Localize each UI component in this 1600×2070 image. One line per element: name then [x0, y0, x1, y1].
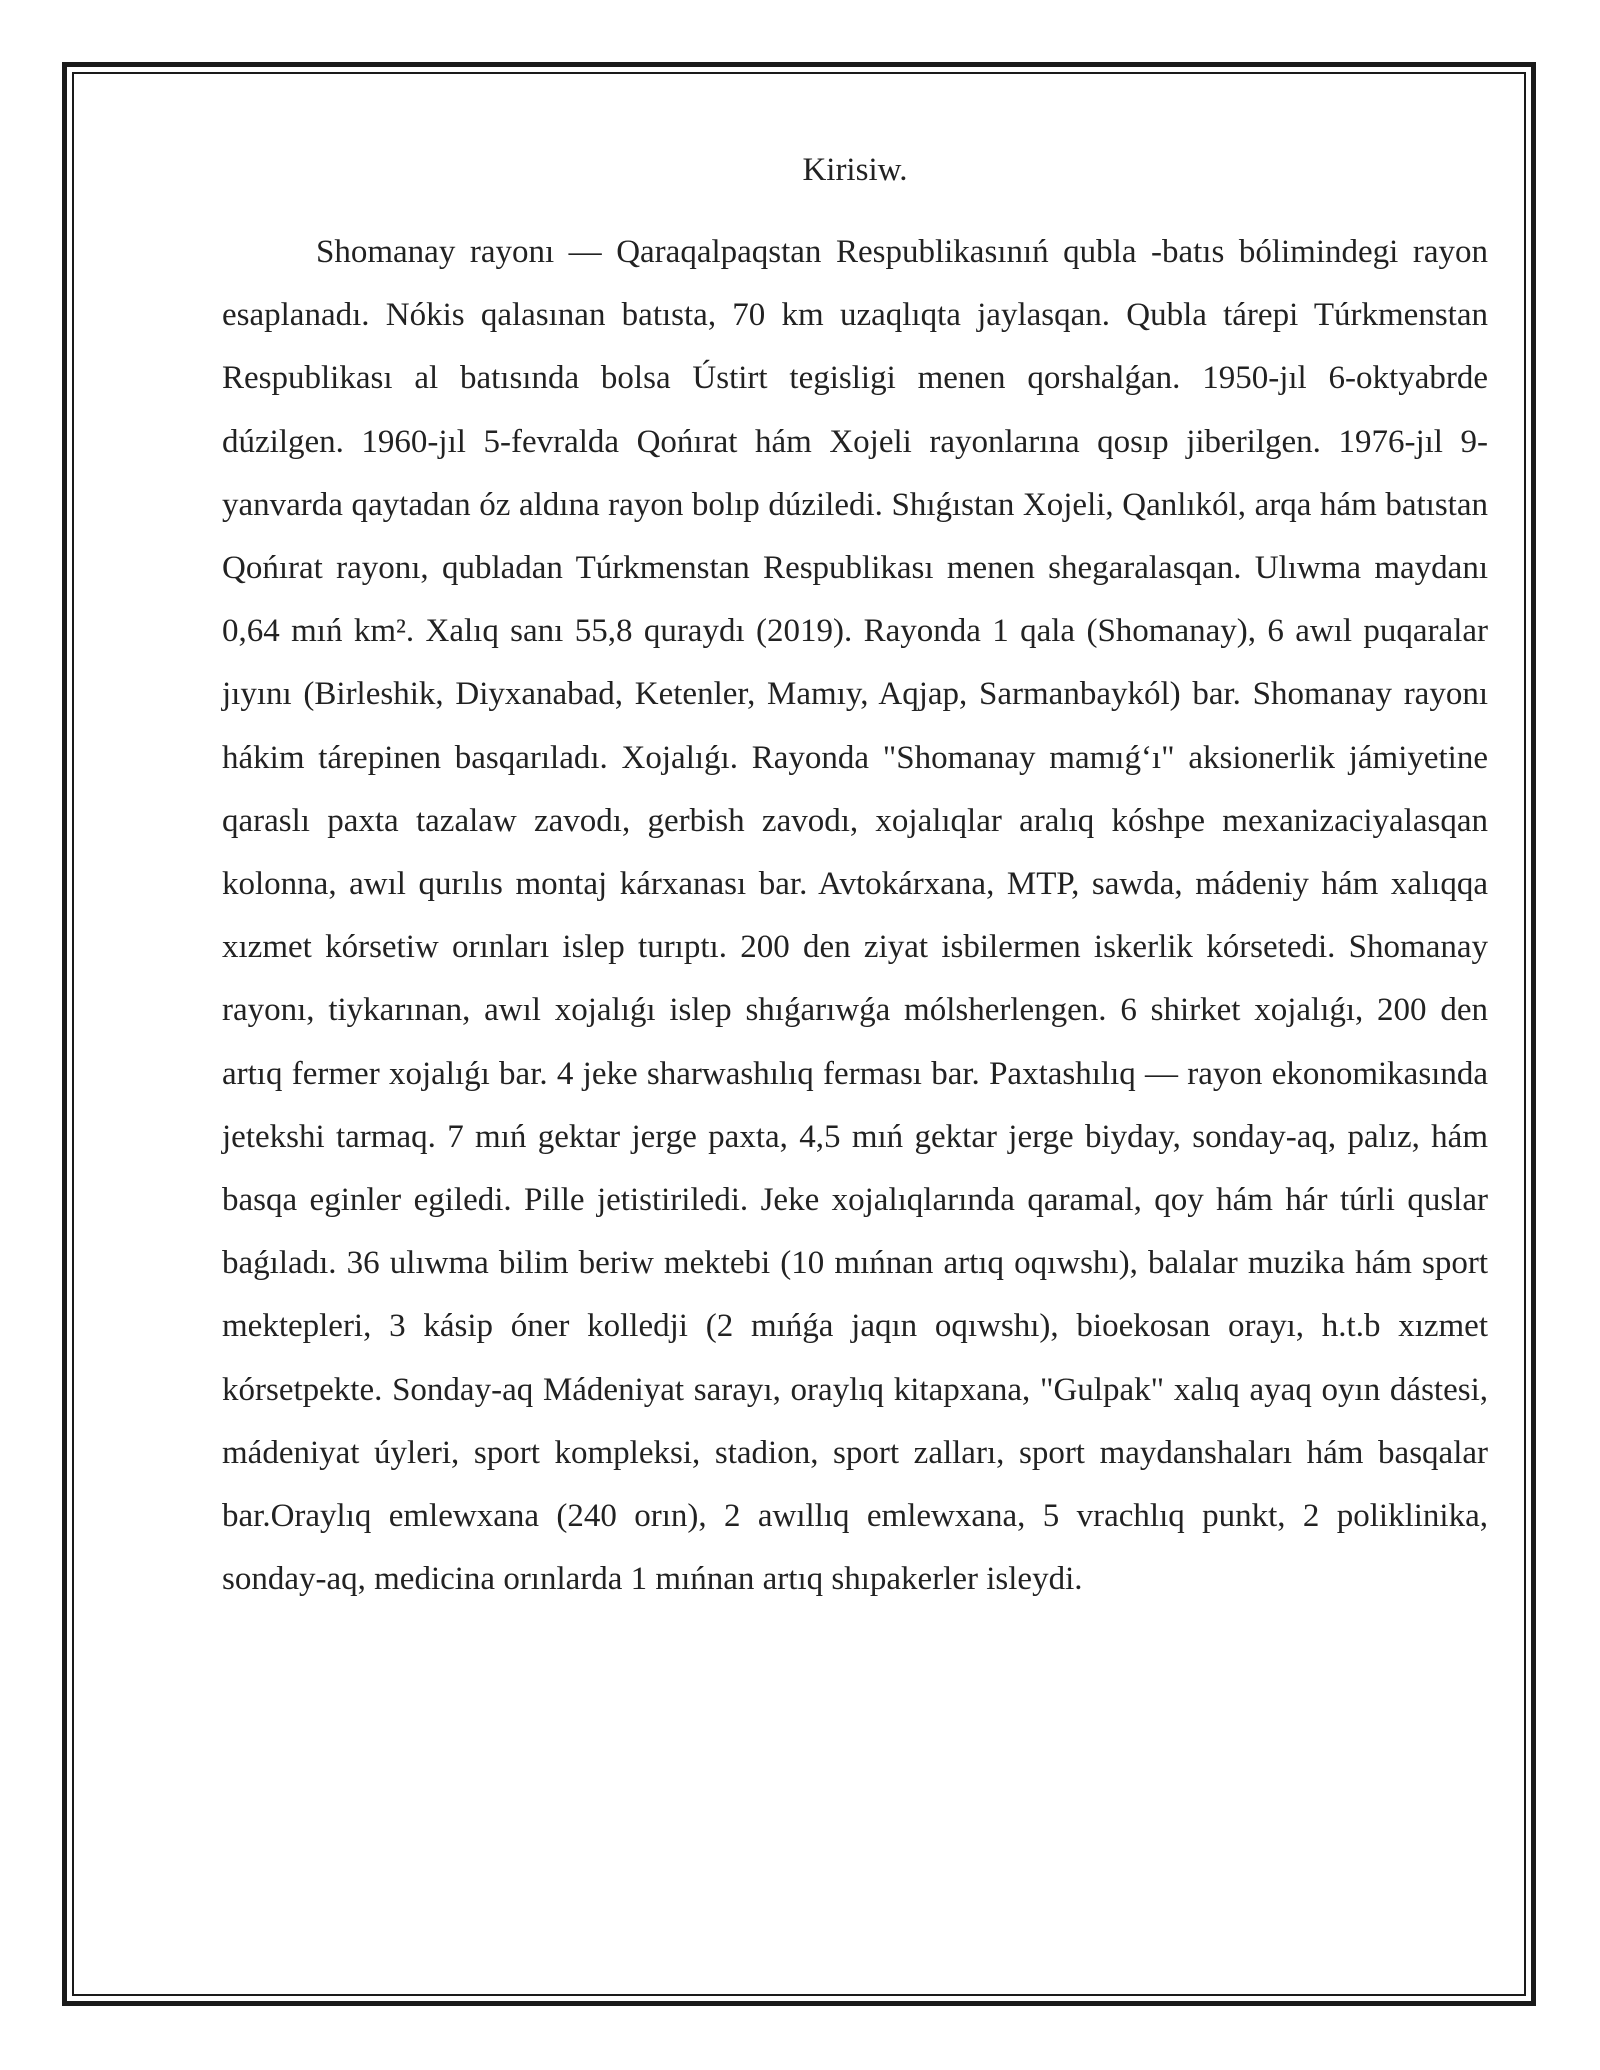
document-paragraph: Shomanay rayonı — Qaraqalpaqstan Respublikasınıń qubla -batıs bólimindegi rayon esaplanadı. Nókis qalasınan batısta, 70 km uzaqlıqta jaylasqan. Qubla tárepi Túrkmenstan Respublikası al batısında bolsa Ústirt tegisligi menen qorshalǵan. 1950-jıl 6-oktyabrde dúzilgen. 1960-jıl 5-fevralda Qońırat hám Xojeli rayonlarına qosıp jiberilgen. 1976-jıl 9- yanvarda qaytadan óz aldına rayon bolıp dúziledi. Shıǵıstan Xojeli, Qanlıkól, arqa hám batıstan Qońırat rayonı, qubladan Túrkmenstan Respublikası menen shegaralasqan. Ulıwma maydanı 0,64 mıń km². Xalıq sanı 55,8 quraydı (2019). Rayonda 1 qala (Shomanay), 6 awıl puqaralar jıyını (Birleshik, Diyxanabad, Ketenler, Mamıy, Aqjap, Sarmanbaykól) bar. Shomanay rayonı hákim tárepinen basqarıladı. Xojalıǵı. Rayonda "Shomanay mamıǵ‘ı" aksionerlik jámiyetine qaraslı paxta tazalaw zavodı, gerbish zavodı, xojalıqlar aralıq kóshpe mexanizaciyalasqan kolonna, awıl qurılıs montaj kárxanası bar. Avtokárxana, MTP, sawda, mádeniy hám xalıqqa xızmet kórsetiw orınları islep turıptı. 200 den ziyat isbilermen iskerlik kórsetedi. Shomanay rayonı, tiykarınan, awıl xojalıǵı islep shıǵarıwǵa mólsherlengen. 6 shirket xojalıǵı, 200 den artıq fermer xojalıǵı bar. 4 jeke sharwashılıq ferması bar. Paxtashılıq — rayon ekonomikasında jetekshi tarmaq. 7 mıń gektar jerge paxta, 4,5 mıń gektar jerge biyday, sonday-aq, palız, hám basqa eginler egiledi. Pille jetistiriledi. Jeke xojalıqlarında qaramal, qoy hám hár túrli quslar baǵıladı. 36 ulıwma bilim beriw mektebi (10 mıńnan artıq oqıwshı), balalar muzika hám sport mektepleri, 3 kásip óner kolledji (2 mıńǵa jaqın oqıwshı), bioekosan orayı, h.t.b xızmet kórsetpekte. Sonday-aq Mádeniyat sarayı, oraylıq kitapxana, "Gulpak" xalıq ayaq oyın dástesi, mádeniyat úyleri, sport kompleksi, stadion, sport zalları, sport maydanshaları hám basqalar bar.Oraylıq emlewxana (240 orın), 2 awıllıq emlewxana, 5 vrachlıq punkt, 2 poliklinika, sonday-aq, medicina orınlarda 1 mıńnan artıq shıpakerler isleydi. [222, 234, 1488, 1598]
document-title: Kirisiw. [802, 152, 908, 188]
document-content [222, 145, 1488, 1611]
